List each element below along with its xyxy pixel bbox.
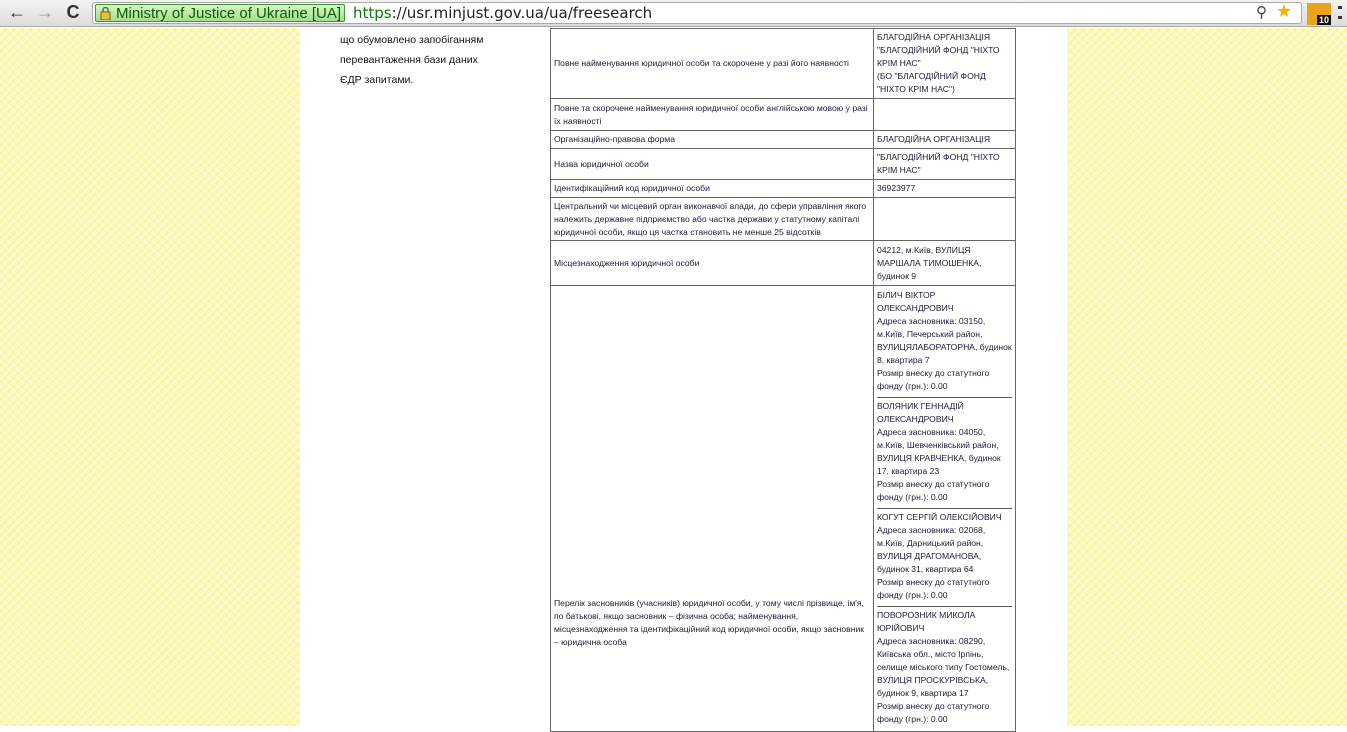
founder-name: ВОЛЯНИК ГЕННАДІЙ ОЛЕКСАНДРОВИЧ [877,401,964,424]
founder-entry [877,607,1012,730]
value-line: "НІХТО КРІМ НАС") [877,84,955,94]
field-value [874,99,1016,131]
value-line: МАРШАЛА ТИМОШЕНКА, [877,257,982,268]
table-row [551,131,1016,149]
founder-address: Адреса засновника: 03150, м.Київ, Печерський район, ВУЛИЦЯЛАБОРАТОРНА, будинок 8, квартира 7 [877,316,1012,365]
ev-certificate-badge[interactable] [95,4,345,22]
value-line: "БЛАГОДІЙНИЙ ФОНД "НІХТО [877,45,1000,55]
founder-contribution: Розмір внеску до статутного фонду (грн.): 0.00 [877,701,990,724]
founder-entry [877,509,1012,607]
founder-contribution: Розмір внеску до статутного фонду (грн.): 0.00 [877,577,990,600]
value-line: 36923977 [877,183,916,193]
forward-button[interactable]: → [36,2,54,22]
field-label: Повне та скорочене найменування юридичної особи англійською мовою у разі їх наявності [551,99,874,131]
field-value [874,180,1016,198]
field-label: Ідентифікаційний код юридичної особи [551,180,874,198]
table-row [551,149,1016,180]
extension-icon[interactable] [1307,3,1331,25]
value-line: БЛАГОДІЙНА ОРГАНІЗАЦІЯ [877,134,991,144]
field-label: Організаційно-правова форма [551,131,874,149]
field-label: Назва юридичної особи [551,149,874,180]
field-value [874,241,1016,286]
entity-details-table [550,28,1016,732]
founder-address: Адреса засновника: 08290, Київська обл., місто Ірпінь, селище міського типу Гостомель, ВУЛИЦЯ ПРОСКУРІВСЬКА, будинок 9, квартира 17 [877,636,1010,698]
value-line: "БЛАГОДІЙНИЙ ФОНД "НІХТО [877,152,1000,162]
content-column [300,28,1067,726]
founders-row [551,286,1016,732]
address-bar[interactable] [92,2,1302,24]
notice-text: що обумовлено запобіганням перевантаження бази даних ЄДР запитами. [340,34,484,86]
table-row [551,180,1016,198]
field-value [874,149,1016,180]
founders-label: Перелік засновників (учасників) юридичної особи, у тому числі прізвище, ім'я, по батькові, якщо засновник – фізична особа; найменування, місцезнаходження та ідентифікаційний код юридичної особи, якщо засновник – юридична особа [551,286,874,732]
field-label: Центральний чи місцевий орган виконавчої влади, до сфери управління якого належить державне підприємство або частка держави у статутному капіталі юридичної особи, якщо ця частка становить не менше 25 відсотків [551,198,874,241]
url-text[interactable]: https://usr.minjust.gov.ua/ua/freesearch [353,4,653,22]
reload-button[interactable]: C [66,2,80,22]
founder-contribution: Розмір внеску до статутного фонду (грн.): 0.00 [877,368,990,391]
extension-badge: 10 [1318,15,1329,25]
founder-entry [877,398,1012,509]
zoom-icon[interactable]: ⚲ [1256,4,1267,21]
value-line: БЛАГОДІЙНА ОРГАНІЗАЦІЯ [877,32,991,42]
browser-toolbar [0,0,1347,27]
founder-name: БІЛИЧ ВІКТОР ОЛЕКСАНДРОВИЧ [877,290,954,313]
founder-entry [877,287,1012,398]
menu-icon[interactable] [1338,6,1342,19]
field-value [874,29,1016,99]
founder-name: ПОВОРОЗНИК МИКОЛА ЮРІЙОВИЧ [877,610,976,633]
field-value [874,131,1016,149]
value-line: 04212, м.Київ, ВУЛИЦЯ [877,244,971,255]
field-label: Повне найменування юридичної особи та скорочене у разі його наявності [551,29,874,99]
founder-contribution: Розмір внеску до статутного фонду (грн.): 0.00 [877,479,990,502]
bookmark-star-icon[interactable]: ★ [1276,1,1293,21]
table-row [551,198,1016,241]
founder-address: Адреса засновника: 02068, м.Київ, Дарницький район, ВУЛИЦЯ ДРАГОМАНОВА, будинок 31, квартира 64 [877,525,986,574]
value-line: КРІМ НАС" [877,58,921,68]
founder-address: Адреса засновника: 04050, м.Київ, Шевченківський район, ВУЛИЦЯ КРАВЧЕНКА, будинок 17, квартира 23 [877,427,1001,476]
founders-list [874,286,1016,732]
site-identity: Ministry of Justice of Ukraine [UA] [116,5,342,22]
page-background [0,28,1347,726]
table-row [551,29,1016,99]
field-label: Місцезнаходження юридичної особи [551,241,874,286]
back-button[interactable]: ← [8,2,26,22]
value-line: (БО "БЛАГОДІЙНИЙ ФОНД [877,71,986,81]
table-row [551,241,1016,286]
value-line: будинок 9 [877,270,917,281]
lock-icon [100,7,111,20]
founder-name: КОГУТ СЕРГІЙ ОЛЕКСІЙОВИЧ [877,512,1002,522]
field-value [874,198,1016,241]
table-row [551,99,1016,131]
value-line: КРІМ НАС" [877,165,921,175]
